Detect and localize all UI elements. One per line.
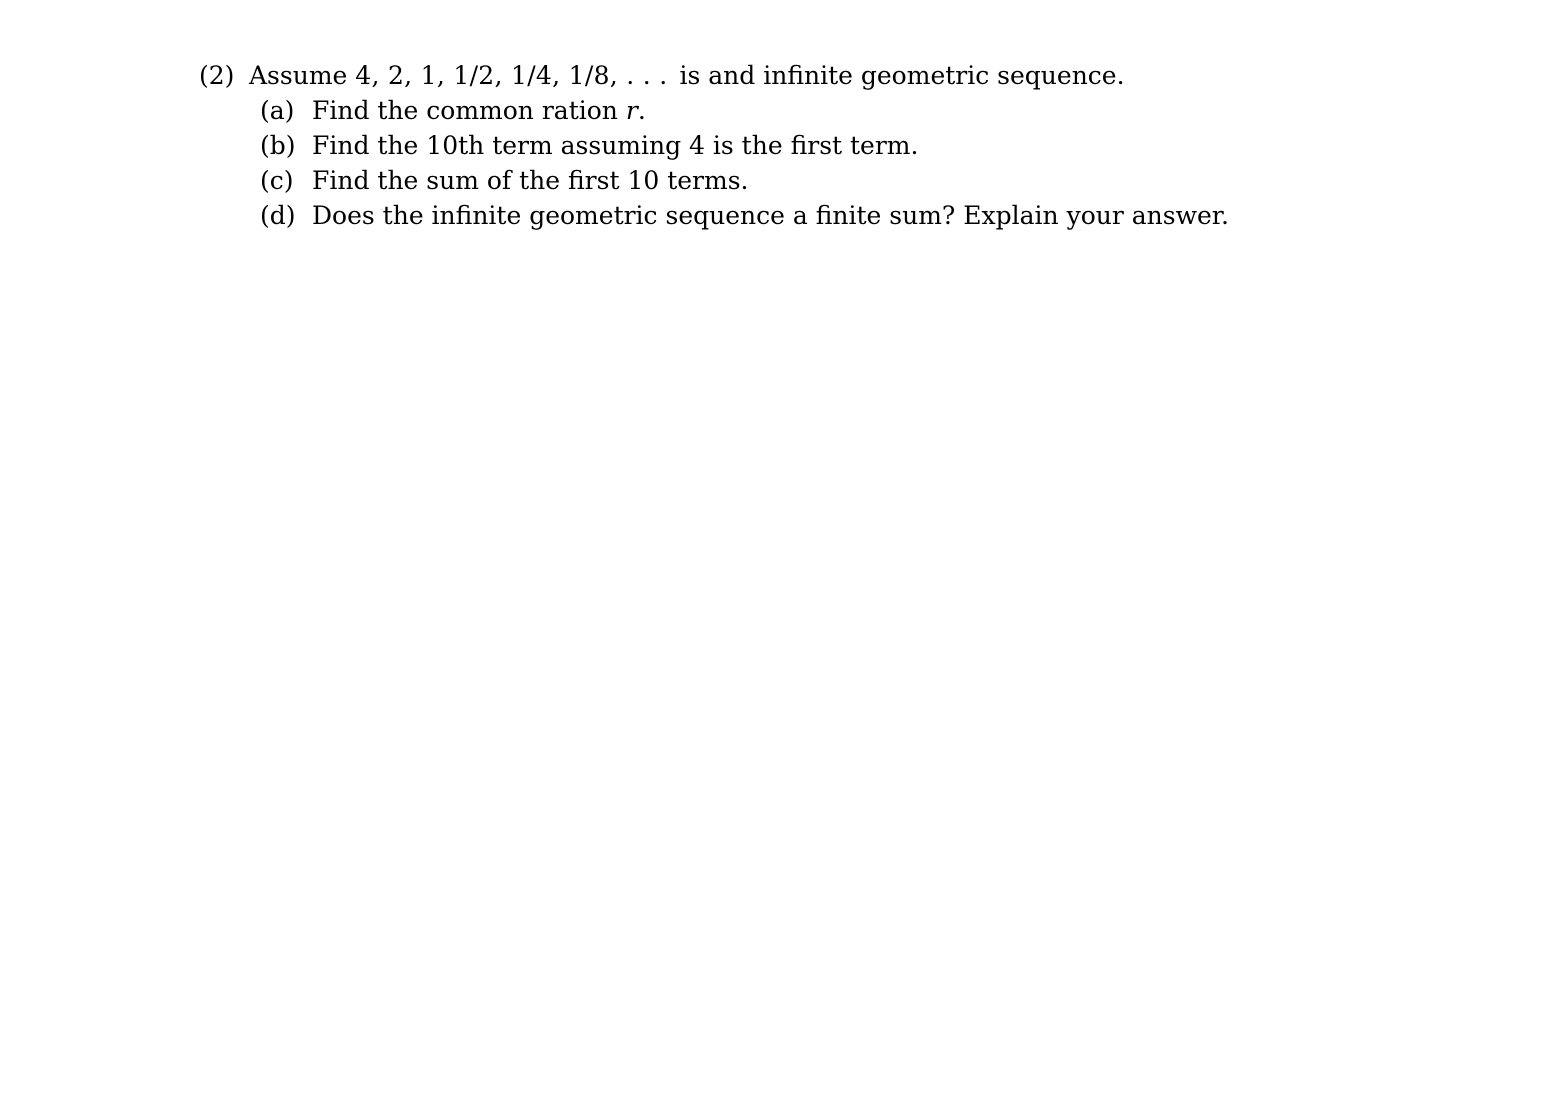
part-a (199, 93, 1399, 128)
part-label: (d) (260, 201, 296, 230)
part-label: (a) (260, 96, 295, 125)
part-b (199, 128, 1399, 163)
part-text: Find the common ration (312, 96, 618, 125)
part-c (199, 163, 1399, 198)
sequence-expression: 4, 2, 1, 1/2, 1/4, 1/8, . . . (355, 61, 668, 90)
part-label: (b) (260, 131, 296, 160)
part-text: Find the 10th term assuming 4 is the first term. (312, 131, 919, 160)
problem-2 (199, 58, 1399, 233)
variable-r: r (625, 96, 638, 125)
problem-statement (199, 58, 1399, 93)
part-text: Does the infinite geometric sequence a finite sum? Explain your answer. (312, 201, 1229, 230)
statement-suffix: is and infinite geometric sequence. (679, 61, 1125, 90)
statement-prefix: Assume (249, 61, 348, 90)
part-text-end: . (637, 96, 646, 125)
part-d (199, 198, 1399, 233)
part-text: Find the sum of the first 10 terms. (312, 166, 749, 195)
problem-number: (2) (199, 61, 235, 90)
part-label: (c) (260, 166, 294, 195)
